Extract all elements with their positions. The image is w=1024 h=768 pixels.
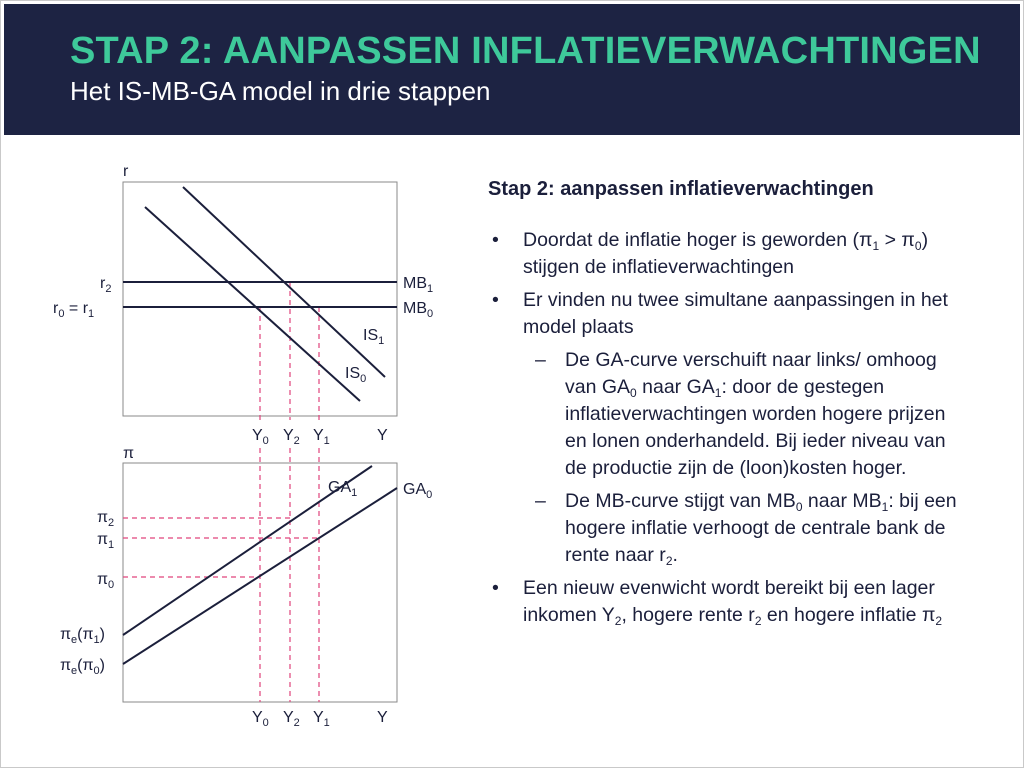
slide-title: STAP 2: AANPASSEN INFLATIEVERWACHTINGEN: [70, 30, 981, 72]
y-label-top: Y: [377, 427, 388, 444]
pi1-label: $\pi_1$: [97, 531, 115, 551]
panel-heading: Stap 2: aanpassen inflatieverwachtingen: [488, 178, 874, 200]
y1-label-bottom: $Y_1$: [313, 709, 330, 729]
y2-label-top: $Y_2$: [283, 427, 300, 447]
mb0-label: $MB_0$: [403, 300, 434, 320]
pi0-label: $\pi_0$: [97, 571, 115, 591]
slide-subtitle: Het IS-MB-GA model in drie stappen: [70, 76, 491, 106]
bullet-list: [488, 227, 968, 629]
pi-e-pi0-label: $\pi_e(\pi_0)$: [60, 657, 105, 677]
is0-curve: [145, 207, 360, 401]
is0-label: $IS_0$: [345, 365, 367, 385]
bullet-inflation-expectations: • Doordat de inflatie hoger is geworden $(\pi_1 > \pi_0)$ stijgen de inflatieverwachtingen: [488, 227, 968, 281]
y0-label-bottom: $Y_0$: [252, 709, 269, 729]
pi-e-pi1-label: $\pi_e(\pi_1)$: [60, 626, 105, 646]
mb1-label: $MB_1$: [403, 275, 434, 295]
sub-bullet-list: [488, 347, 968, 569]
explanation-panel: [488, 178, 968, 635]
bullet-new-equilibrium: • Een nieuw evenwicht wordt bereikt bij een lager inkomen $Y_2$, hogere rente $r_2$ en hogere inflatie $\pi_2$: [488, 575, 968, 629]
ga0-label: $GA_0$: [403, 481, 433, 501]
r-axis-label: r: [123, 163, 129, 180]
y0-label-top: $Y_0$: [252, 427, 269, 447]
sub-bullet-mb-shift: – De MB-curve stijgt van $MB_0$ naar $MB_1$: bij een hogere inflatie verhoogt de centrale bank de rente naar $r_2$.: [488, 488, 968, 569]
y1-label-top: $Y_1$: [313, 427, 330, 447]
pi-axis-label: π: [123, 445, 135, 462]
is1-label: $IS_1$: [363, 327, 385, 347]
sub-bullet-ga-shift: – De GA-curve verschuift naar links/ omhoog van $GA_0$ naar $GA_1$: door de gestegen inflatieverwachtingen worden hogere prijzen en lonen onderhandeld. Bij ieder niveau van de productie zijn de (loon)kosten hoger.: [488, 347, 968, 482]
ga1-label: $GA_1$: [328, 479, 358, 499]
y2-label-bottom: $Y_2$: [283, 709, 300, 729]
y-label-bottom: Y: [377, 709, 388, 726]
bullet-simultaneous-adjustments: • Er vinden nu twee simultane aanpassingen in het model plaats – De GA-curve verschuift naar links/ omhoog van $GA_0$ naar $GA_1$: door de gestegen inflatieverwachtingen worden hogere prijzen en lonen onderhandeld. Bij ieder niveau van de productie zijn de (loon)kosten hoger. – De MB-curve stijgt van $MB_0$ naar $MB_1$: bij een hogere inflatie verhoogt de centrale bank de rente naar $r_2$.: [488, 287, 968, 569]
guide-lines: [123, 282, 319, 702]
pi2-label: $\pi_2$: [97, 509, 115, 529]
r0-r1-label: $r_0 = r_1$: [53, 300, 95, 320]
r2-label: $r_2$: [100, 275, 112, 295]
